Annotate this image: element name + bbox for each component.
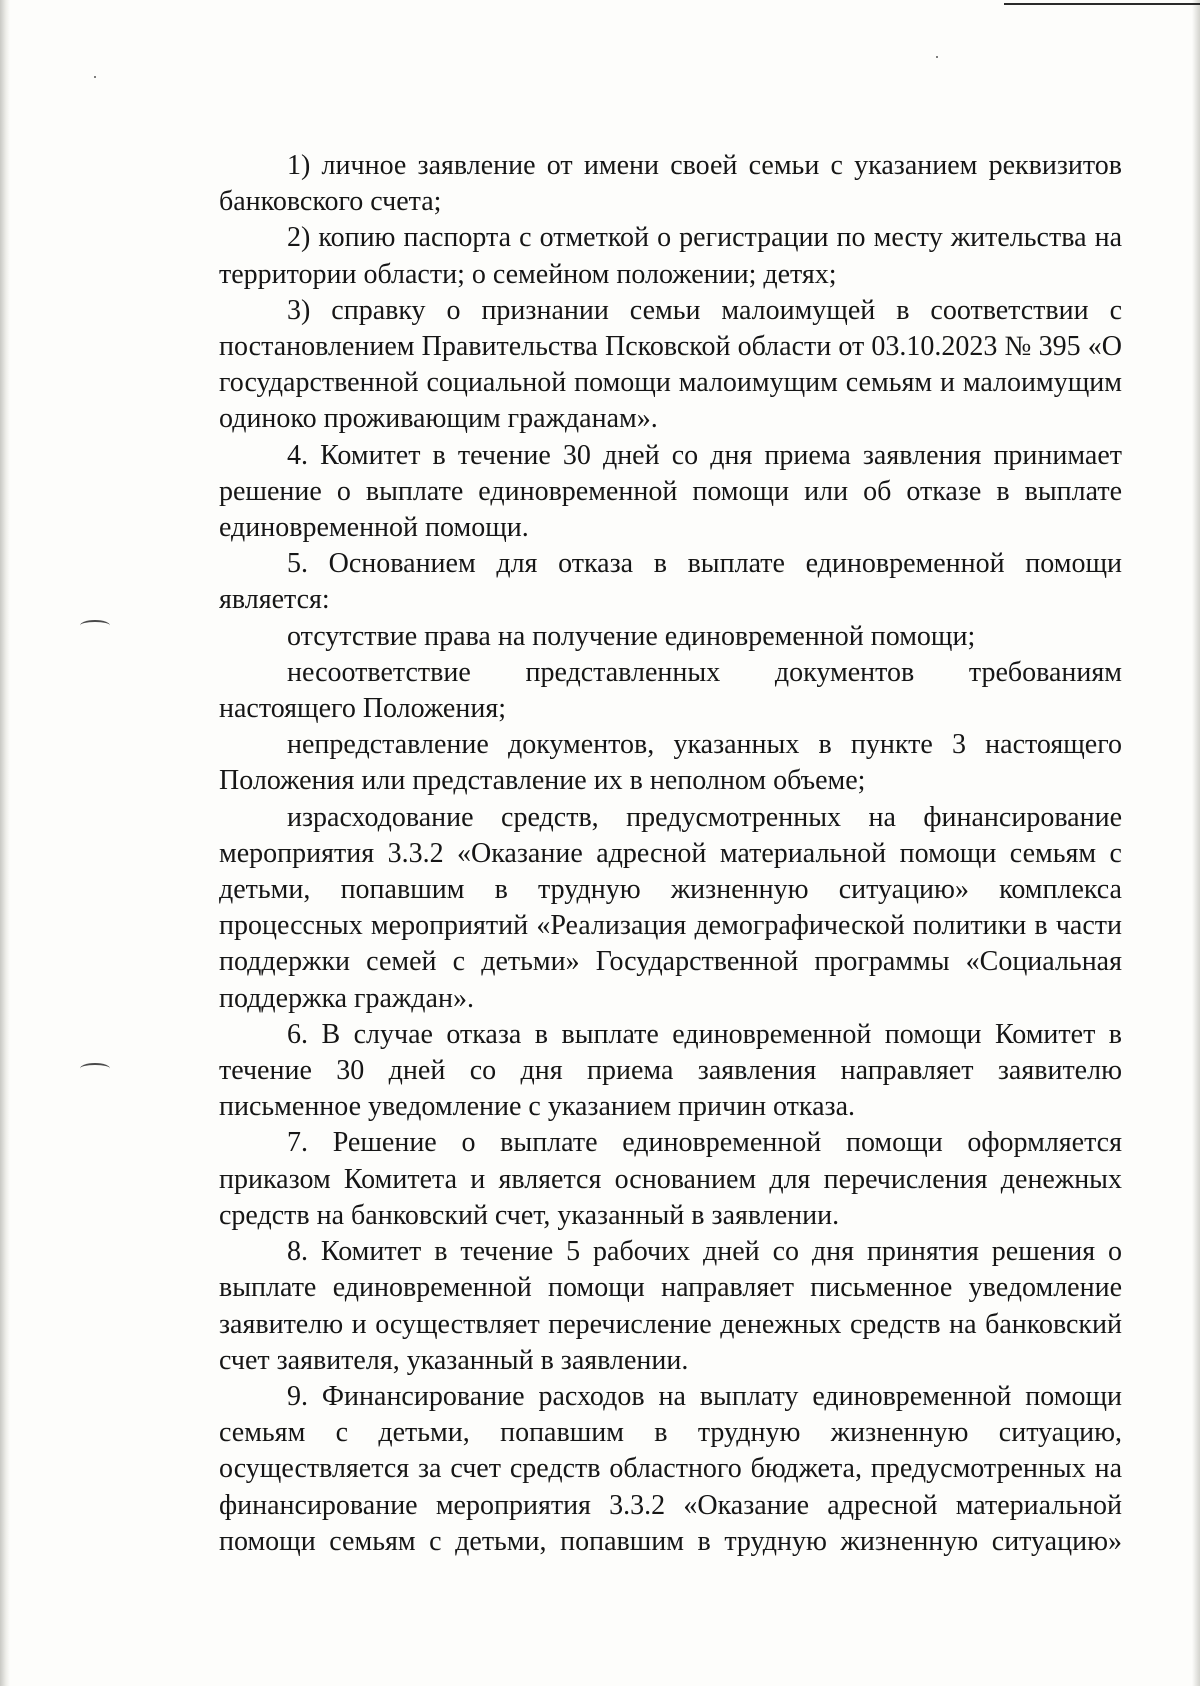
refusal-ground-1: отсутствие права на получение единовременной помощи; [287, 620, 976, 652]
scan-edge-right [1192, 0, 1200, 1686]
document-body [219, 148, 1122, 1560]
scan-speck [94, 76, 96, 78]
paragraph-item-3: 3) справку о признании семьи малоимущей в соответствии с постановлением Правительства Псковской области от 03.10.2023 № 395 «О государственной социальной помощи малоимущим семьям и малоимущим одиноко проживающим гражданам». [219, 294, 1122, 435]
refusal-ground-2: несоответствие представленных документов требованиям настоящего Положения; [219, 656, 1122, 725]
scan-edge-left [0, 0, 10, 1686]
scan-edge-top-line [1004, 3, 1200, 5]
refusal-ground-4: израсходование средств, предусмотренных на финансирование мероприятия 3.3.2 «Оказание адресной материальной помощи семьям с детьми, попавшим в трудную жизненную ситуацию» комплекса процессных мероприятий «Реализация демографической политики в части поддержки семей с детьми» Государственной программы «Социальная поддержка граждан». [219, 801, 1122, 1014]
binding-hole-mark [80, 620, 110, 631]
paragraph-clause-7: 7. Решение о выплате единовременной помощи оформляется приказом Комитета и является основанием для перечисления денежных средств на банковский счет, указанный в заявлении. [219, 1127, 1122, 1231]
paragraph-item-2: 2) копию паспорта с отметкой о регистрации по месту жительства на территории области; о семейном положении; детях; [219, 222, 1122, 290]
paragraph-clause-8: 8. Комитет в течение 5 рабочих дней со дня принятия решения о выплате единовременной помощи направляет письменное уведомление заявителю и осуществляет перечисление денежных средств на банковский счет заявителя, указанный в заявлении. [219, 1236, 1122, 1376]
binding-hole-mark [80, 1063, 110, 1074]
paragraph-clause-5: 5. Основанием для отказа в выплате единовременной помощи является: [219, 548, 1122, 616]
paragraph-clause-6: 6. В случае отказа в выплате единовременной помощи Комитет в течение 30 дней со дня приема заявления направляет заявителю письменное уведомление с указанием причин отказа. [219, 1018, 1122, 1123]
scan-speck [936, 56, 938, 58]
paragraph-clause-9: 9. Финансирование расходов на выплату единовременной помощи семьям с детьми, попавшим в трудную жизненную ситуацию, осуществляется за счет средств областного бюджета, предусмотренных на финансирование мероприятия 3.3.2 «Оказание адресной материальной помощи семьям с детьми, попавшим в трудную жизненную ситуацию» [219, 1380, 1122, 1557]
paragraph-clause-4: 4. Комитет в течение 30 дней со дня приема заявления принимает решение о выплате единовременной помощи или об отказе в выплате единовременной помощи. [219, 439, 1122, 544]
paragraph-item-1: 1) личное заявление от имени своей семьи с указанием реквизитов банковского счета; [219, 150, 1122, 218]
refusal-ground-3: непредставление документов, указанных в пункте 3 настоящего Положения или представление их в неполном объеме; [219, 729, 1122, 797]
